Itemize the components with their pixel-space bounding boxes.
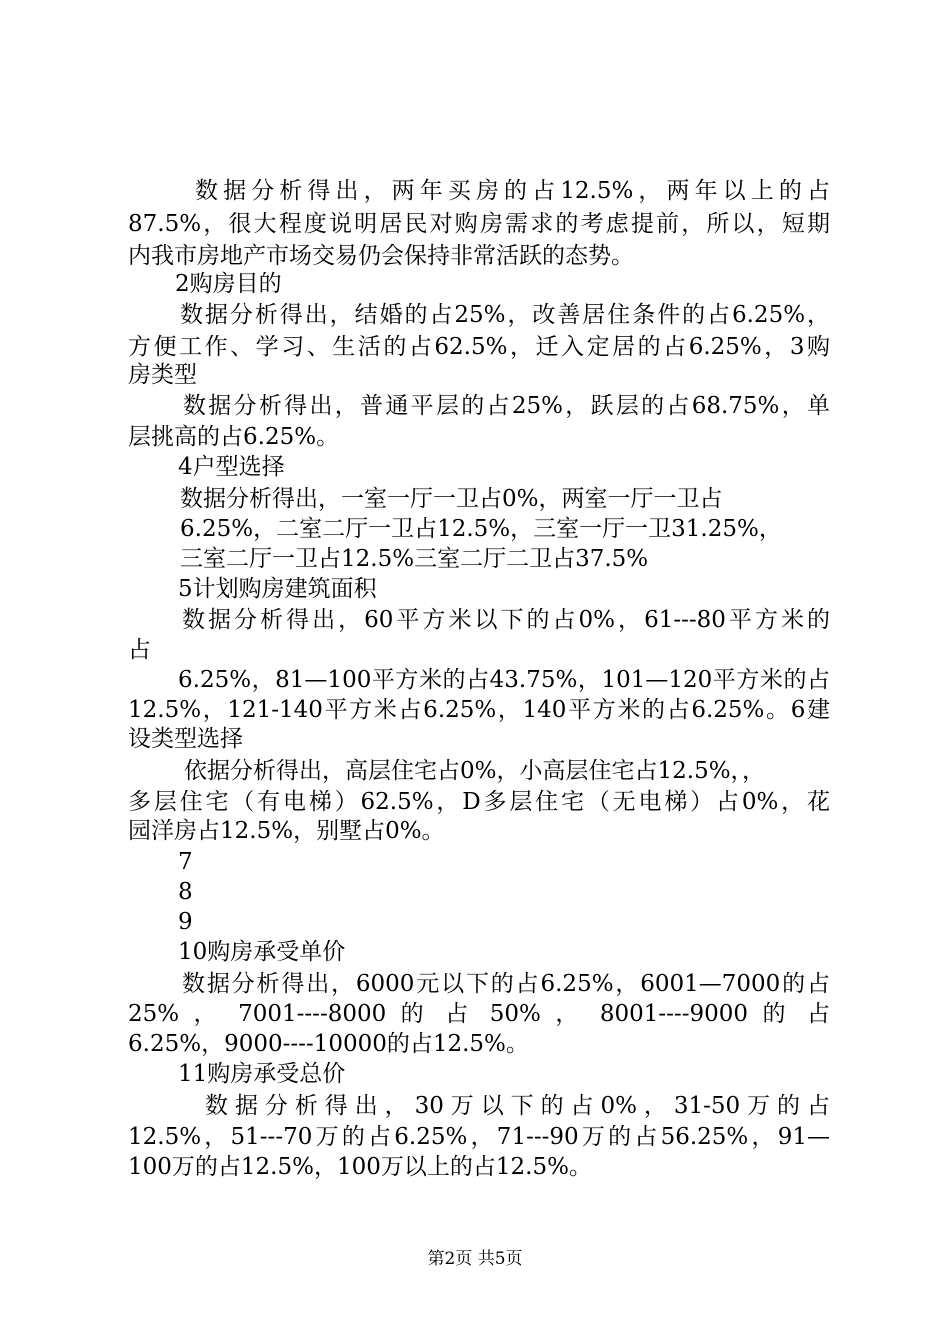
section-heading: 8	[178, 879, 193, 905]
text-line: 12.5%，121-140平方米占6.25%，140平方米的占6.25%。6建	[128, 697, 830, 723]
text-line: 25% ， 7001----8000 的 占 50% ， 8001----9000 的 占	[128, 1001, 830, 1027]
text-line: 数据分析得出，两年买房的占12.5%，两年以上的占	[195, 178, 830, 204]
section-heading: 2购房目的	[175, 271, 282, 297]
text-line: 依据分析得出，高层住宅占0%，小高层住宅占12.5%，，	[184, 758, 766, 784]
text-line: 层挑高的占6.25%。	[128, 424, 340, 450]
text-line: 占	[128, 637, 151, 663]
section-heading: 5计划购房建筑面积	[178, 576, 377, 602]
text-line: 数据分析得出，30万以下的占0%，31-50万的占	[205, 1093, 830, 1119]
page-footer: 第2页 共5页	[427, 1249, 523, 1269]
text-line: 数据分析得出，6000元以下的占6.25%，6001—7000的占	[182, 971, 830, 997]
text-line: 100万的占12.5%，100万以上的占12.5%。	[128, 1154, 592, 1180]
text-line: 数据分析得出，普通平层的占25%，跃层的占68.75%，单	[183, 393, 830, 419]
text-line: 6.25%，9000----10000的占12.5%。	[128, 1031, 529, 1057]
text-line: 数据分析得出，60平方米以下的占0%，61---80平方米的	[182, 607, 830, 633]
section-heading: 9	[178, 909, 193, 935]
text-line: 房类型	[128, 362, 197, 388]
text-line: 三室二厅一卫占12.5%三室二厅二卫占37.5%	[180, 546, 649, 572]
section-heading: 11购房承受总价	[178, 1061, 346, 1087]
text-line: 多层住宅（有电梯）62.5%，D多层住宅（无电梯）占0%，花	[128, 789, 830, 815]
text-line: 6.25%，81—100平方米的占43.75%，101—120平方米的占	[178, 667, 830, 693]
text-line: 设类型选择	[128, 726, 243, 752]
text-line: 87.5%，很大程度说明居民对购房需求的考虑提前，所以，短期	[128, 211, 830, 237]
text-line: 数据分析得出，结婚的占25%，改善居住条件的占6.25%，	[180, 302, 830, 328]
text-line: 数据分析得出，一室一厅一卫占0%，两室一厅一卫占	[180, 486, 723, 512]
text-line: 内我市房地产市场交易仍会保持非常活跃的态势。	[128, 243, 634, 269]
section-heading: 4户型选择	[178, 454, 285, 480]
section-heading: 10购房承受单价	[178, 939, 346, 965]
text-line: 园洋房占12.5%，别墅占0%。	[128, 818, 445, 844]
text-line: 12.5%，51---70万的占6.25%，71---90万的占56.25%，91—	[128, 1124, 830, 1150]
text-line: 方便工作、学习、生活的占62.5%，迁入定居的占6.25%，3购	[128, 334, 830, 360]
text-line: 6.25%，二室二厅一卫占12.5%，三室一厅一卫31.25%，	[180, 516, 782, 542]
section-heading: 7	[178, 849, 193, 875]
